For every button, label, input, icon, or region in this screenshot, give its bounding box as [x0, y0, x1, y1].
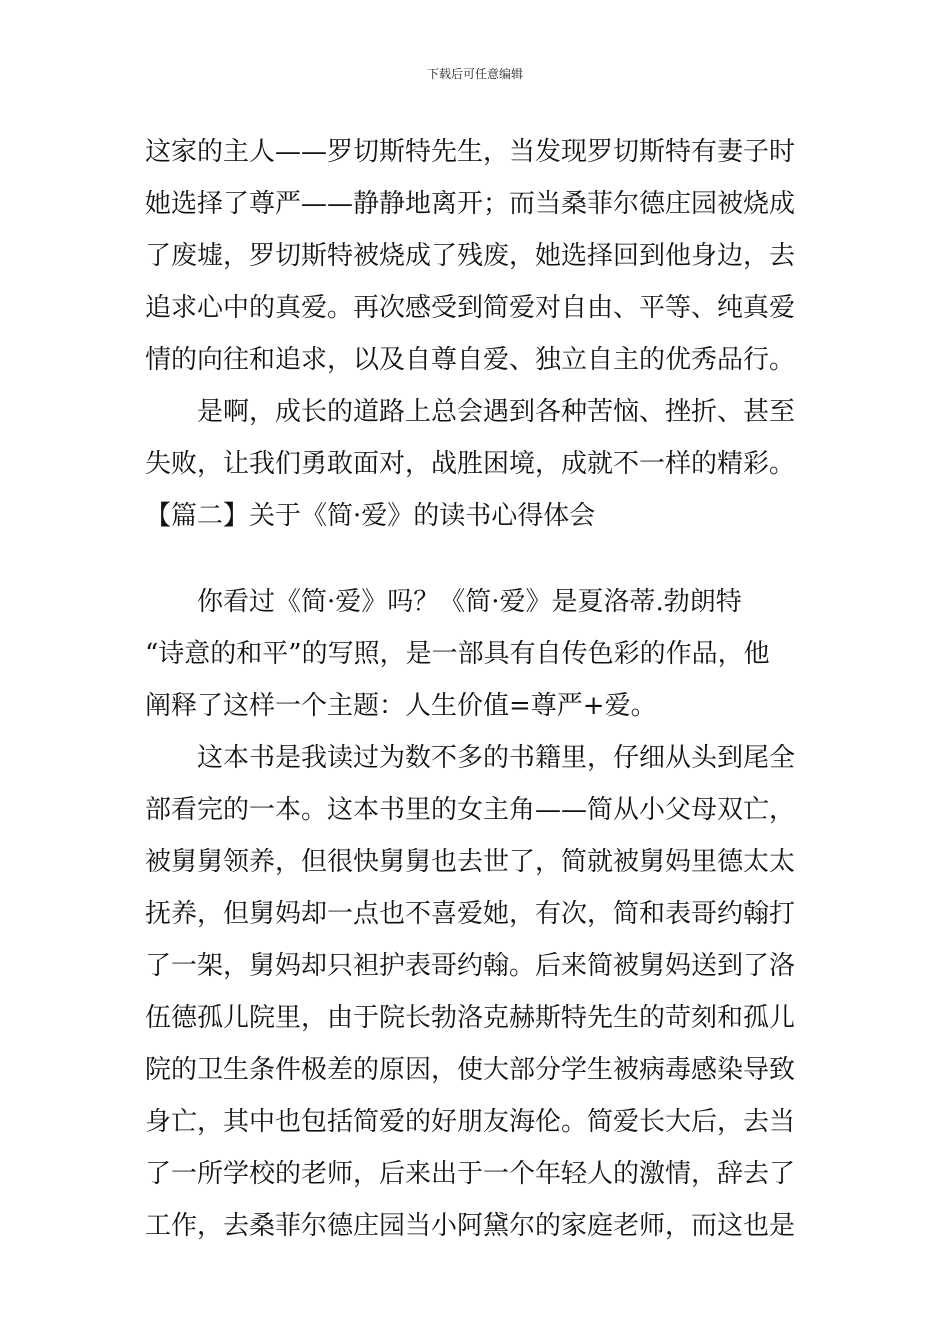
text-line: 你看过《简·爱》吗？《简·爱》是夏洛蒂.勃朗特	[197, 587, 742, 617]
text-line: 伍德孤儿院里，由于院长勃洛克赫斯特先生的苛刻和孤儿	[145, 1003, 796, 1033]
text-line: 追求心中的真爱。再次感受到简爱对自由、平等、纯真爱	[145, 293, 796, 323]
section-two	[145, 576, 815, 1252]
text-line: 这家的主人——罗切斯特先生，当发现罗切斯特有妻子时	[145, 137, 796, 167]
text-line: 阐释了这样一个主题：人生价值=尊严+爱。	[145, 691, 657, 721]
text-line: 院的卫生条件极差的原因，使大部分学生被病毒感染导致	[145, 1055, 796, 1085]
text-line: 失败，让我们勇敢面对，战胜困境，成就不一样的精彩。	[145, 449, 796, 479]
text-line: 工作，去桑菲尔德庄园当小阿黛尔的家庭老师，而这也是	[145, 1211, 796, 1241]
text-line: “诗意的和平”的写照，是一部具有自传色彩的作品，他	[145, 639, 770, 669]
text-line: 这本书是我读过为数不多的书籍里，仔细从头到尾全	[197, 743, 796, 773]
text-line: 抚养，但舅妈却一点也不喜爱她，有次，简和表哥约翰打	[145, 899, 796, 929]
text-line: 身亡，其中也包括简爱的好朋友海伦。简爱长大后，去当	[145, 1107, 796, 1137]
text-line: 了一所学校的老师，后来出于一个年轻人的激情，辞去了	[145, 1159, 796, 1189]
section-heading: 【篇二】关于《简·爱》的读书心得体会	[145, 501, 596, 531]
text-line: 了废墟，罗切斯特被烧成了残废，她选择回到他身边，去	[145, 241, 796, 271]
text-line: 是啊，成长的道路上总会遇到各种苦恼、挫折、甚至	[197, 397, 796, 427]
section-one	[145, 126, 815, 542]
text-line: 部看完的一本。这本书里的女主角——简从小父母双亡，	[145, 795, 796, 825]
text-line: 情的向往和追求，以及自尊自爱、独立自主的优秀品行。	[145, 345, 796, 375]
text-line: 她选择了尊严——静静地离开；而当桑菲尔德庄园被烧成	[145, 189, 796, 219]
text-line: 了一架，舅妈却只袒护表哥约翰。后来简被舅妈送到了洛	[145, 951, 796, 981]
text-line: 被舅舅领养，但很快舅舅也去世了，简就被舅妈里德太太	[145, 847, 796, 877]
page-header: 下载后可任意编辑	[426, 67, 523, 81]
